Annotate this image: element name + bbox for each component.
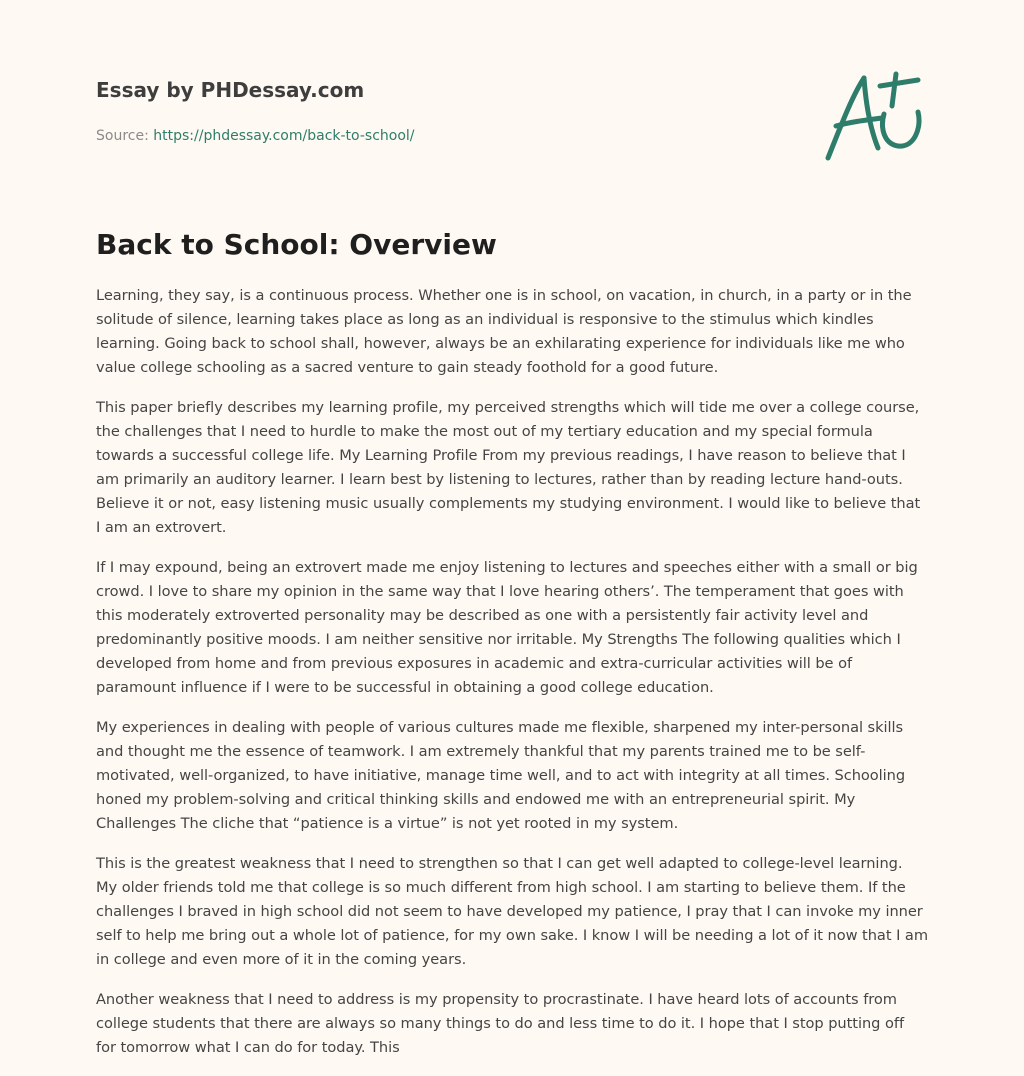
source-label: Source:	[96, 128, 149, 144]
source-link[interactable]: https://phdessay.com/back-to-school/	[153, 128, 415, 144]
essay-paragraph: If I may expound, being an extrovert made me enjoy listening to lectures and speeches either with a small or big crowd. I love to share my opinion in the same way that I love hearing others’. The temperament that goes with this moderately extroverted personality may be described as one with a persistently fair activity level and predominantly positive moods. I am neither sensitive nor irritable. My Strengths The following qualities which I developed from home and from previous exposures in academic and extra-curricular activities will be of paramount influence if I were to be successful in obtaining a good college education.	[96, 559, 918, 696]
page-header	[96, 76, 696, 146]
essay-paragraph: Learning, they say, is a continuous process. Whether one is in school, on vacation, in church, in a party or in the solitude of silence, learning takes place as long as an individual is responsive to the stimulus which kindles learning. Going back to school shall, however, always be an exhilarating experience for individuals like me who value college schooling as a sacred venture to gain steady foothold for a good future.	[96, 287, 912, 376]
essay-body	[96, 284, 928, 1076]
essay-paragraph: This is the greatest weakness that I need to strengthen so that I can get well adapted to college-level learning. My older friends told me that college is so much different from high school. I am starting to believe them. If the challenges I braved in high school did not seem to have developed my patience, I pray that I can invoke my inner self to help me bring out a whole lot of patience, for my own sake. I know I will be needing a lot of it now that I am in college and even more of it in the coming years.	[96, 855, 928, 968]
essay-title: Back to School: Overview	[96, 228, 497, 261]
essay-paragraph: Another weakness that I need to address is my propensity to procrastinate. I have heard lots of accounts from college students that there are always so many things to do and less time to do it. I hope that I stop putting off for tomorrow what I can do for today. This	[96, 991, 905, 1056]
essay-paragraph: My experiences in dealing with people of various cultures made me flexible, sharpened my inter-personal skills and thought me the essence of teamwork. I am extremely thankful that my parents trained me to be self-motivated, well-organized, to have initiative, manage time well, and to act with integrity at all times. Schooling honed my problem-solving and critical thinking skills and endowed me with an entrepreneurial spirit. My Challenges The cliche that “patience is a virtue” is not yet rooted in my system.	[96, 719, 906, 832]
site-brand: Essay by PHDessay.com	[96, 78, 365, 102]
essay-paragraph: This paper briefly describes my learning profile, my perceived strengths which will tide me over a college course, the challenges that I need to hurdle to make the most out of my tertiary education and my special formula towards a successful college life. My Learning Profile From my previous readings, I have reason to believe that I am primarily an auditory learner. I learn best by listening to lectures, rather than by reading lecture hand-outs. Believe it or not, easy listening music usually complements my studying environment. I would like to believe that I am an extrovert.	[96, 399, 921, 536]
a-plus-logo-icon	[822, 66, 932, 166]
source-line	[96, 126, 696, 146]
